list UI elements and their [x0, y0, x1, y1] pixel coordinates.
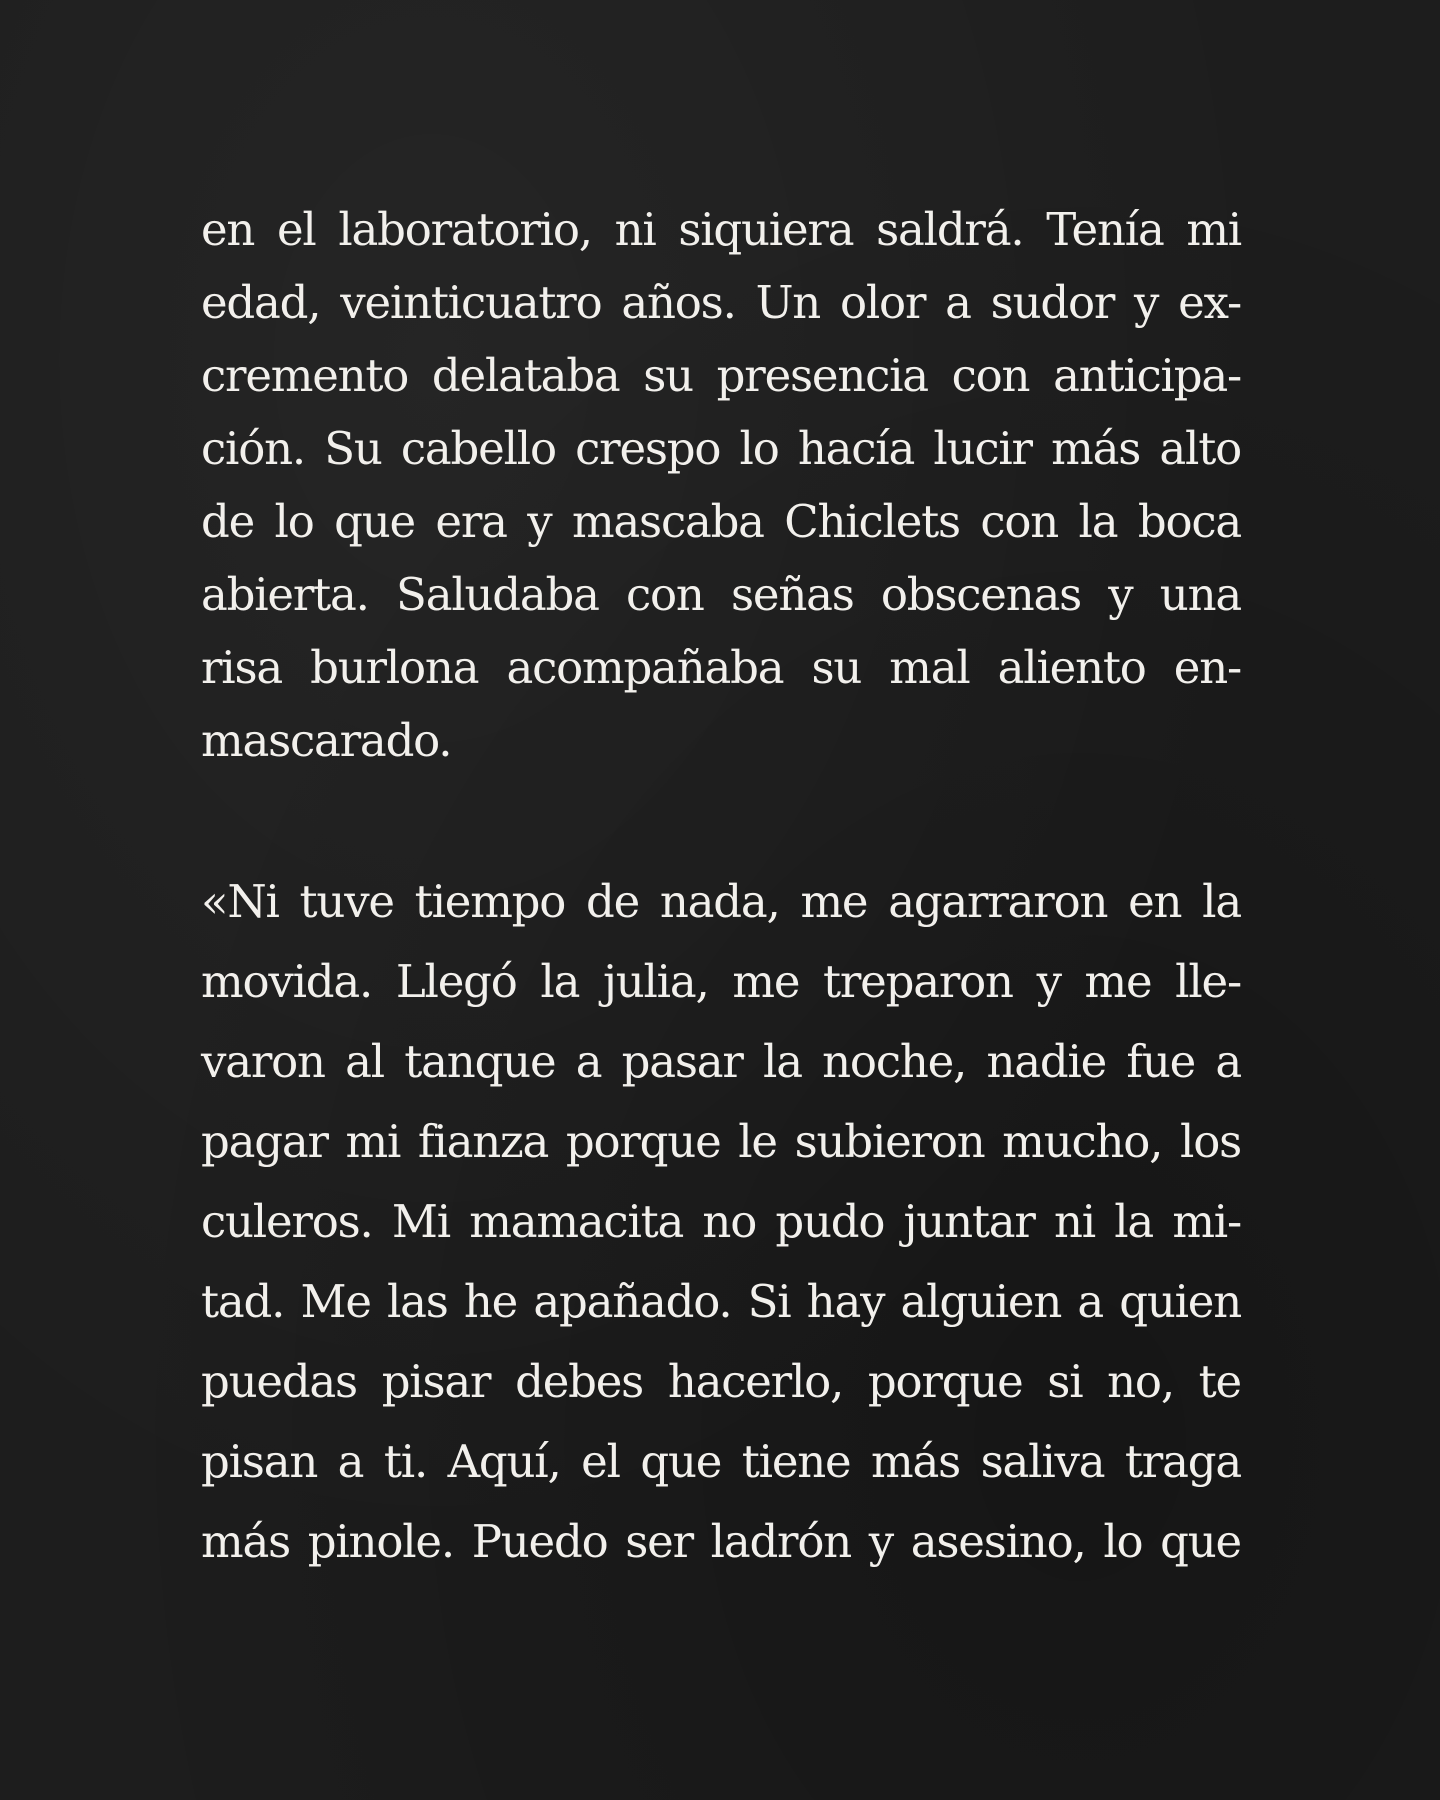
text-line: tad. Me las he apañado. Si hay alguien a quien	[201, 1275, 1241, 1328]
text-line: más pinole. Puedo ser ladrón y asesino, lo que	[201, 1515, 1241, 1568]
text-line: pisan a ti. Aquí, el que tiene más saliva traga	[201, 1435, 1241, 1488]
text-line: pagar mi fianza porque le subieron mucho, los	[201, 1115, 1241, 1168]
text-line: risa burlona acompañaba su mal aliento en-	[201, 641, 1241, 694]
text-line: de lo que era y mascaba Chiclets con la boca	[201, 495, 1241, 548]
text-line: ción. Su cabello crespo lo hacía lucir más alto	[201, 422, 1241, 475]
text-line: abierta. Saludaba con señas obscenas y una	[201, 568, 1241, 621]
text-line: varon al tanque a pasar la noche, nadie fue a	[201, 1035, 1241, 1088]
text-line: en el laboratorio, ni siquiera saldrá. Tenía mi	[201, 203, 1241, 256]
paragraph-2	[201, 862, 1241, 1582]
text-line: puedas pisar debes hacerlo, porque si no, te	[201, 1355, 1241, 1408]
text-line: culeros. Mi mamacita no pudo juntar ni la mi-	[201, 1195, 1241, 1248]
text-line: cremento delataba su presencia con anticipa-	[201, 349, 1241, 402]
paragraph-1	[201, 193, 1241, 777]
text-line: mascarado.	[201, 714, 452, 767]
text-line: edad, veinticuatro años. Un olor a sudor y ex-	[201, 276, 1241, 329]
text-line: movida. Llegó la julia, me treparon y me lle-	[201, 955, 1241, 1008]
text-line: «Ni tuve tiempo de nada, me agarraron en la	[201, 875, 1241, 928]
